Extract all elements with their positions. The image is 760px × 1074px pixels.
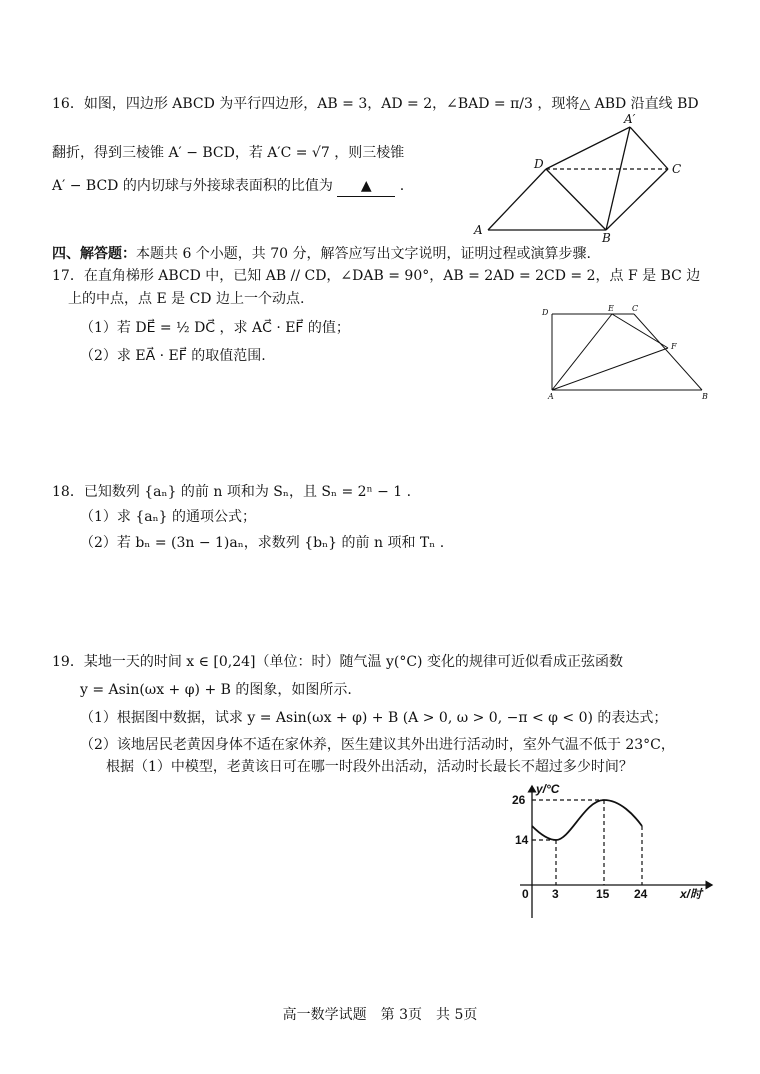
edge-A'C (630, 127, 668, 169)
label-B: B (702, 392, 708, 401)
x-tick-3: 3 (552, 887, 559, 901)
q19-line2: y = Asin(ωx + φ) + B 的图象，如图所示. (80, 682, 352, 698)
edge-DB (546, 169, 606, 230)
q17-part2: （2）求 EA⃗ · EF⃗ 的取值范围. (80, 348, 266, 364)
q17-part1: （1）若 DE⃗ = ½ DC⃗ ，求 AC⃗ · EF⃗ 的值； (80, 320, 350, 336)
q18-part2: （2）若 bₙ = (3n − 1)aₙ，求数列 {bₙ} 的前 n 项和 Tₙ . (80, 535, 445, 551)
label-C: C (672, 162, 682, 176)
q18-part1: （1）求 {aₙ} 的通项公式； (80, 509, 257, 525)
q16-line3-end: . (399, 178, 405, 194)
edge-BC (606, 169, 668, 230)
q17-line1: 17．在直角梯形 ABCD 中，已知 AB // CD，∠DAB = 90°，AB = 2AD = 2CD = 2，点 F 是 BC 边 (52, 268, 701, 284)
label-A-prime: A′ (624, 112, 636, 126)
temperature-curve (532, 800, 642, 840)
x-tick-15: 15 (596, 887, 610, 901)
page-footer: 高一数学试题 第 3页 共 5页 (282, 1007, 478, 1023)
q16-line1: 16．如图，四边形 ABCD 为平行四边形，AB = 3，AD = 2，∠BAD = π/3 ，现将△ ABD 沿直线 BD (52, 96, 699, 112)
label-C: C (632, 304, 639, 313)
edge-A'B (606, 127, 630, 230)
label-B: B (602, 231, 611, 242)
q18-line1: 18．已知数列 {aₙ} 的前 n 项和为 Sₙ，且 Sₙ = 2ⁿ − 1 . (52, 484, 412, 500)
y-tick-14: 14 (515, 833, 529, 847)
segment-AE (552, 314, 612, 390)
label-E: E (608, 304, 614, 313)
edge-DA' (546, 127, 630, 169)
section-title: 四、解答题： (52, 246, 136, 262)
section-desc: 本题共 6 个小题，共 70 分，解答应写出文字说明，证明过程或演算步骤. (136, 246, 591, 262)
q16-line3-text: A′ − BCD 的内切球与外接球表面积的比值为 (52, 178, 333, 194)
q19-part1: （1）根据图中数据，试求 y = Asin(ωx + φ) + B (A > 0, ω > 0, −π < φ < 0) 的表达式； (80, 710, 668, 726)
edge-AD (488, 169, 546, 230)
edge-CB (634, 314, 702, 390)
label-D: D (542, 308, 549, 317)
section-header (52, 244, 591, 264)
q19-part2a: （2）该地居民老黄因身体不适在家休养，医生建议其外出进行活动时，室外气温不低于 23°C， (80, 737, 675, 753)
label-D: D (534, 157, 544, 171)
q17-figure (538, 302, 720, 402)
label-A: A (474, 223, 483, 237)
q17-line2: 上的中点，点 E 是 CD 边上一个动点. (68, 291, 305, 307)
q19-line1: 19．某地一天的时间 x ∈ [0,24]（单位：时）随气温 y(°C) 变化的规律可近似看成正弦函数 (52, 654, 623, 670)
q19-part2b: 根据（1）中模型，老黄该日可在哪一时段外出活动，活动时长最长不超过多少时间？ (106, 759, 633, 775)
segment-AF (552, 348, 668, 390)
origin-label: 0 (522, 887, 529, 901)
q16-figure (468, 112, 698, 242)
q16-line2: 翻折，得到三棱锥 A′ − BCD，若 A′C = √7 ，则三棱锥 (52, 145, 405, 161)
segment-EF (612, 314, 668, 348)
y-tick-26: 26 (512, 793, 526, 807)
label-A: A (548, 392, 554, 401)
q19-temperature-graph (500, 780, 720, 925)
x-axis-label: x/时 (680, 887, 703, 901)
x-tick-24: 24 (634, 887, 648, 901)
label-F: F (671, 342, 677, 351)
y-axis-label: y/°C (536, 782, 560, 796)
answer-blank: ▲ (337, 176, 395, 197)
q16-line3 (52, 176, 404, 197)
